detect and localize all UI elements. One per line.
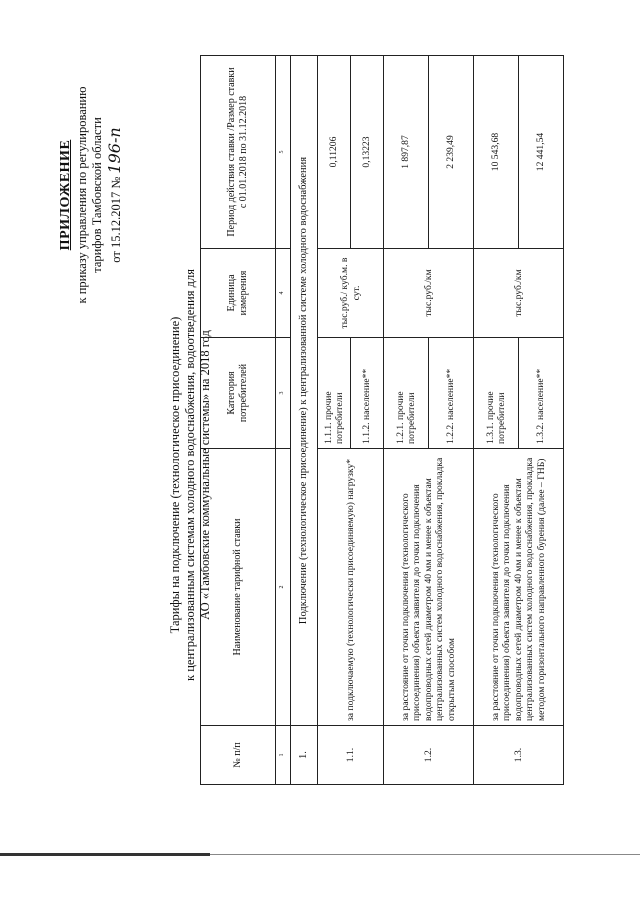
row-category: 1.1.1. прочие потребители (318, 338, 351, 449)
header-no: № п/п (201, 726, 276, 785)
row-value: 0,13223 (351, 56, 384, 249)
row-value: 1 897,87 (384, 56, 429, 249)
header-category: Категория потребителей (201, 338, 276, 449)
title-line-3: АО «Тамбовские коммунальные системы» на 2018 год (197, 330, 212, 620)
order-prefix: от 15.12.2017 № (108, 176, 123, 263)
row-category: 1.2.1. прочие потребители (384, 338, 429, 449)
header-name: Наименование тарифной ставки (201, 449, 276, 726)
index-cell: 2 (276, 449, 291, 726)
appendix-line-1: к приказу управления по регулированию (74, 86, 89, 304)
title-line-1: Тарифы на подключение (технологическое присоединение) (168, 316, 182, 634)
row-value: 10 543,68 (474, 56, 519, 249)
header-period (201, 56, 276, 249)
appendix-title: ПРИЛОЖЕНИЕ (58, 139, 73, 251)
order-number-handwritten: 196-п (104, 127, 124, 174)
row-value: 2 239,49 (429, 56, 474, 249)
section-row (291, 56, 318, 785)
header-unit: Единица измерения (201, 249, 276, 338)
row-category: 1.3.1. прочие потребители (474, 338, 519, 449)
index-cell: 3 (276, 338, 291, 449)
index-cell: 5 (276, 56, 291, 249)
row-unit: тыс.руб./ куб.м. в сут. (318, 249, 384, 338)
header-period-dates: с 01.01.2018 по 31.12.2018 (238, 95, 249, 209)
header-period-top: Период действия ставки /Размер ставки (226, 67, 237, 237)
row-unit: тыс.руб./км (384, 249, 474, 338)
appendix-order (105, 45, 124, 345)
appendix-header (58, 45, 124, 345)
row-name: за подключаемую (технологически присоединяемую) нагрузку* (318, 449, 384, 726)
row-category: 1.1.2. население** (351, 338, 384, 449)
scan-edge-line (210, 854, 640, 855)
row-value: 12 441,54 (519, 56, 564, 249)
index-cell: 4 (276, 249, 291, 338)
table-row (474, 56, 519, 785)
row-no: 1.1. (318, 726, 384, 785)
row-name: за расстояние от точки подключения (технологического присоединения) объекта заявителя до точки подключения водопроводных сетей диаметром 40 мм и менее к объектам централизованных систем холодного водоснабжения, прокладка методом горизонтального направленного бурения (далее – ГНБ) (474, 449, 564, 726)
table-header-row (201, 56, 276, 785)
title-line-2: к централизованным системам холодного водоснабжения, водоотведения для (182, 269, 197, 681)
table-row (318, 56, 351, 785)
row-category: 1.2.2. население** (429, 338, 474, 449)
row-unit: тыс.руб./км (474, 249, 564, 338)
appendix-line-2: тарифов Тамбовской области (89, 117, 104, 273)
row-name: за расстояние от точки подключения (технологического присоединения) объекта заявителя до точки подключения водопроводных сетей диаметром 40 мм и менее к объектам централизованных систем холодного водоснабжения, прокладка открытым способом (384, 449, 474, 726)
scan-edge-line (0, 853, 210, 856)
table-index-row (276, 56, 291, 785)
section-name: Подключение (технологическое присоединение) к централизованной системе холодного водоснабжения (291, 56, 318, 726)
section-no: 1. (291, 726, 318, 785)
row-value: 0,11206 (318, 56, 351, 249)
row-no: 1.3. (474, 726, 564, 785)
row-category: 1.3.2. население** (519, 338, 564, 449)
tariff-table (200, 55, 564, 785)
index-cell: 1 (276, 726, 291, 785)
table-row (384, 56, 429, 785)
row-no: 1.2. (384, 726, 474, 785)
